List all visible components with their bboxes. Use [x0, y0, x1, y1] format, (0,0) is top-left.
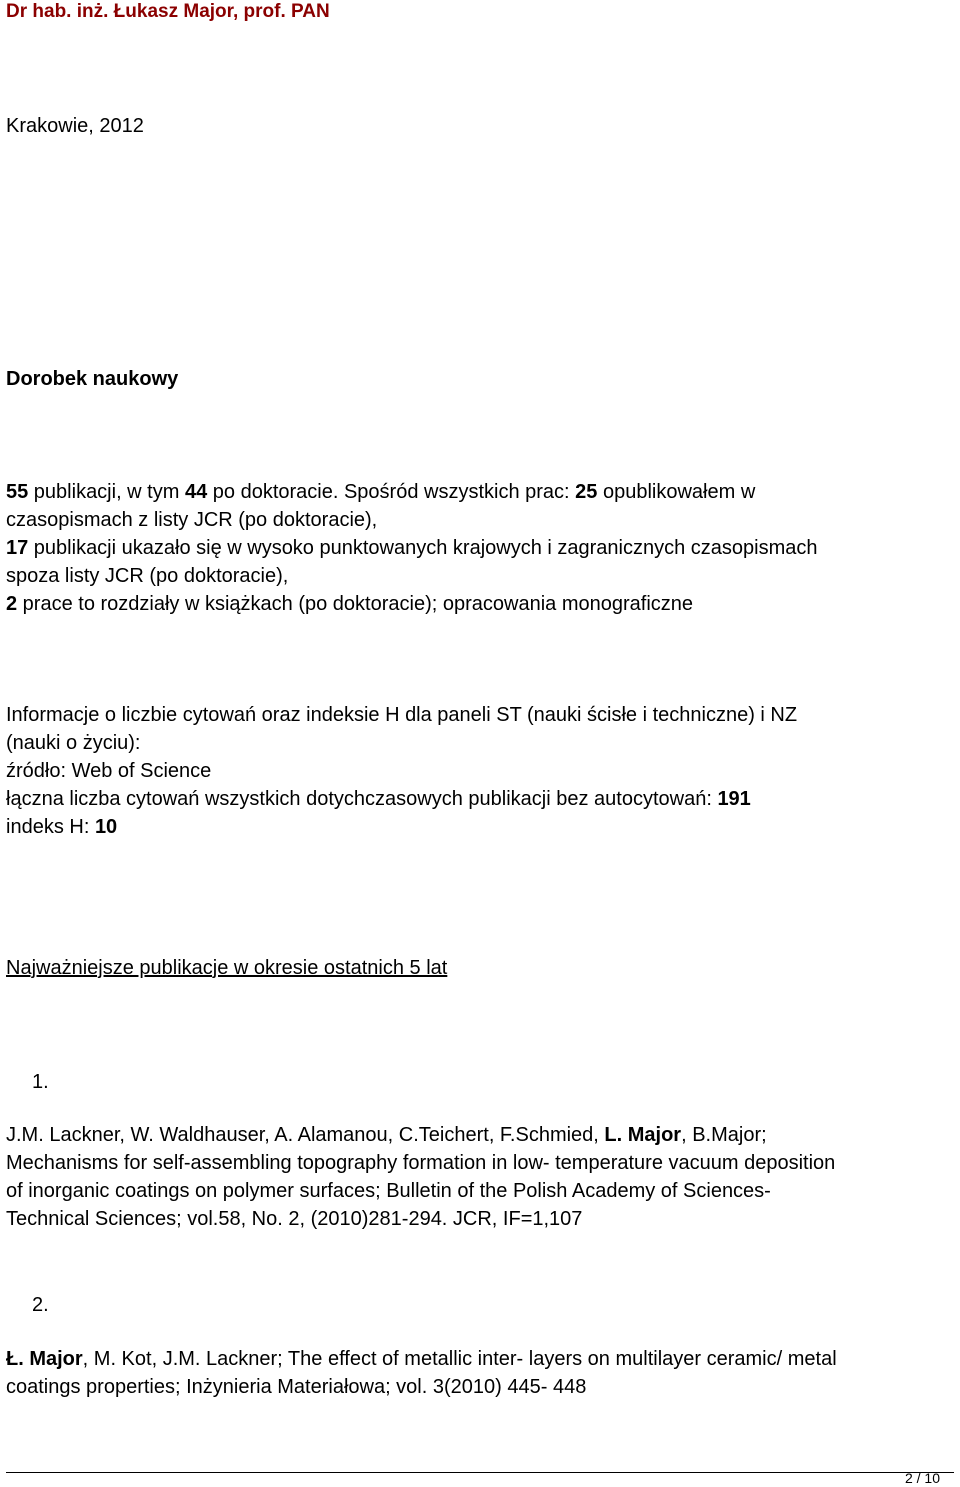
footer-divider — [6, 1472, 954, 1473]
text: J.M. Lackner, W. Waldhauser, A. Alamanou, C.Teichert, F.Schmied, — [6, 1124, 605, 1146]
publication-2 — [6, 1345, 837, 1401]
text: publikacji, w tym — [28, 481, 185, 503]
author-highlight: L. Major — [604, 1124, 682, 1146]
citations-source: źródło: Web of Science — [6, 760, 212, 782]
dorobek-line-3 — [6, 534, 818, 562]
publication-2-authors — [6, 1345, 837, 1373]
text: publikacji ukazało się w wysoko punktowanych krajowych i zagranicznych czasopismach — [28, 537, 818, 559]
dorobek-line-1 — [6, 478, 818, 506]
dorobek-line-4: spoza listy JCR (po doktoracie), — [6, 565, 289, 587]
dorobek-paragraph — [6, 478, 818, 618]
publication-2-line-2: coatings properties; Inżynieria Materiałowa; vol. 3(2010) 445- 448 — [6, 1376, 587, 1398]
text: opublikowałem w — [597, 481, 756, 503]
publication-1-line-3: of inorganic coatings on polymer surfaces; Bulletin of the Polish Academy of Sciences- — [6, 1180, 771, 1202]
citations-total — [6, 785, 797, 813]
section-heading-publications: Najważniejsze publikacje w okresie ostatnich 5 lat — [6, 957, 448, 979]
count-non-jcr: 17 — [6, 537, 29, 559]
publication-1-line-4: Technical Sciences; vol.58, No. 2, (2010)281-294. JCR, IF=1,107 — [6, 1208, 583, 1230]
dorobek-line-5 — [6, 590, 818, 618]
text: po doktoracie. Spośród wszystkich prac: — [207, 481, 576, 503]
dorobek-line-2: czasopismach z listy JCR (po doktoracie), — [6, 509, 378, 531]
text: indeks H: — [6, 816, 95, 838]
publication-1-number: 1. — [32, 1071, 49, 1093]
author-highlight: Ł. Major — [6, 1348, 83, 1370]
count-after-phd: 44 — [184, 481, 208, 503]
citations-paragraph — [6, 701, 797, 841]
citations-line-2: (nauki o życiu): — [6, 732, 141, 754]
publication-2-number: 2. — [32, 1294, 49, 1316]
citations-line-1: Informacje o liczbie cytowań oraz indeksie H dla paneli ST (nauki ścisłe i techniczne) i NZ — [6, 704, 798, 726]
count-jcr: 25 — [575, 481, 598, 503]
page-number: 2 / 10 — [904, 1470, 940, 1486]
section-heading-dorobek: Dorobek naukowy — [6, 368, 179, 390]
count-chapters: 2 — [6, 593, 18, 615]
text: prace to rozdziały w książkach (po doktoracie); opracowania monograficzne — [17, 593, 694, 615]
h-index-value: 10 — [94, 816, 118, 838]
text: , M. Kot, J.M. Lackner; The effect of metallic inter- layers on multilayer ceramic/ metal — [82, 1348, 837, 1370]
place-date: Krakowie, 2012 — [6, 115, 144, 137]
h-index — [6, 813, 797, 841]
text: łączna liczba cytowań wszystkich dotychczasowych publikacji bez autocytowań: — [6, 788, 718, 810]
publication-1-line-2: Mechanisms for self-assembling topography formation in low- temperature vacuum deposition — [6, 1152, 836, 1174]
publication-1-authors — [6, 1121, 835, 1149]
citations-count: 191 — [717, 788, 751, 810]
header-title: Dr hab. inż. Łukasz Major, prof. PAN — [6, 1, 330, 22]
text: , B.Major; — [681, 1124, 767, 1146]
count-total: 55 — [6, 481, 29, 503]
publication-1 — [6, 1121, 835, 1233]
